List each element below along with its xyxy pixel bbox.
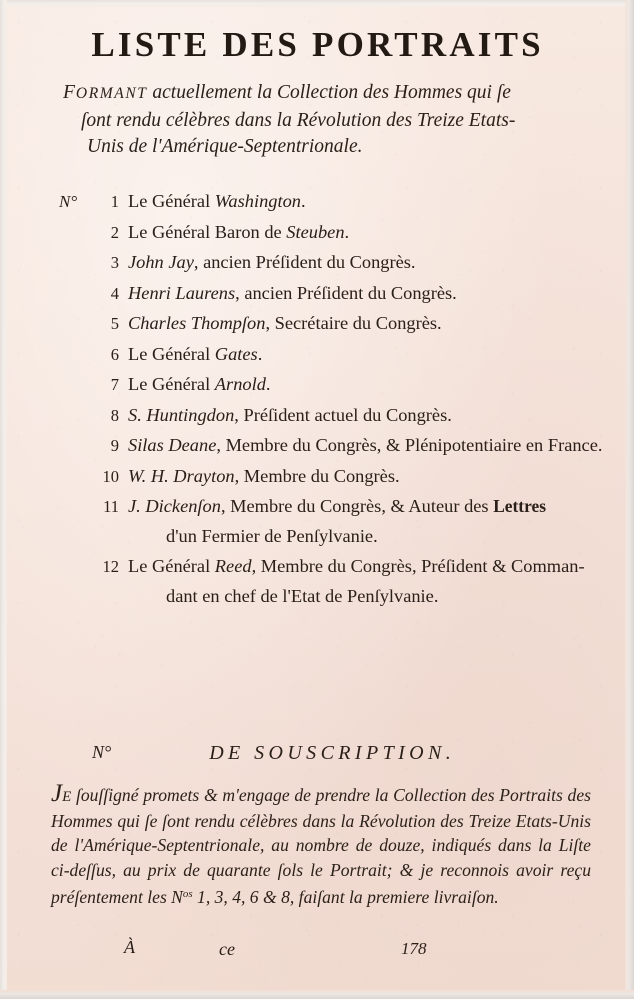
list-item-number: 4 (110, 283, 119, 303)
subscription-dropcap: J (51, 780, 63, 807)
list-item-number: 7 (110, 375, 119, 394)
subtitle-line-1-rest: actuellement la Collection des Hommes qui ſe (147, 82, 511, 103)
signature-year-prefix[interactable]: 178 (401, 939, 427, 958)
subscription-body (51, 780, 591, 909)
list-item (59, 191, 615, 212)
signature-date-label[interactable]: ce (219, 939, 235, 959)
signature-place-label[interactable]: À (124, 937, 135, 957)
subtitle-line-3: Unis de l'Amérique-Septentrionale. (87, 136, 363, 157)
list-item (59, 435, 615, 456)
list-item-name: Steuben (286, 221, 345, 242)
list-item-entry (128, 252, 615, 273)
list-item-description: , Membre du Congrès. (234, 465, 400, 486)
list-item-number: 2 (110, 222, 119, 242)
list-item-entry (128, 496, 615, 517)
list-item-description: . (257, 343, 263, 364)
list-item-number: 6 (110, 344, 119, 364)
subscription-nos-superscript: os (182, 887, 193, 900)
subscription-body-text: ſouſſigné promets & m'engage de prendre la Collection des Portraits des Hommes qui ſe ſont rendu célèbres dans la Révolution des Treize Etats-Unis de l'Amérique-Septentrionale, au nombre de douze, indiqués dans la Liſte ci-deſſus, au prix de quarante ſols le Portrait; & je reconnois avoir reçu préſentement les N (51, 785, 591, 907)
list-item-name: Washington (214, 191, 301, 211)
list-item-entry (128, 405, 615, 426)
list-item-name: Reed (214, 556, 252, 576)
mat-border-bottom (0, 990, 634, 999)
list-item-entry (128, 191, 615, 212)
list-item-name: Arnold (214, 374, 266, 394)
list-item (59, 466, 615, 487)
mat-border-left (0, 0, 7, 999)
mat-border-top (0, 0, 634, 7)
list-item-continuation: dant en chef de l'Etat de Penſylvanie. (166, 585, 439, 606)
list-item-entry (128, 222, 615, 243)
subtitle-lead-caps: FORMANT (63, 82, 148, 103)
list-item-number: 11 (103, 497, 119, 516)
list-item-entry (128, 344, 615, 365)
list-item-entry (128, 313, 615, 334)
list-item-prefix: Le Général (128, 556, 215, 576)
list-item-continuation: d'un Fermier de Penſylvanie. (166, 525, 378, 546)
list-item-prefix: Le Général Baron de (128, 221, 287, 242)
list-item-entry (128, 283, 615, 304)
list-item-description: , Secrétaire du Congrès. (265, 313, 442, 333)
list-item (59, 252, 615, 273)
document-content (7, 7, 625, 990)
subscription-number-label: N° (92, 742, 112, 762)
list-item-name: Gates (214, 343, 258, 364)
list-item-number: 3 (110, 253, 119, 272)
list-item-number: 9 (110, 436, 119, 455)
list-item-entry (128, 374, 615, 395)
list-item-prefix: Le Général (128, 191, 215, 211)
list-item (59, 222, 615, 243)
list-item (59, 313, 615, 334)
subscription-heading: DE SOUSCRIPTION. (209, 742, 456, 764)
list-item-entry (128, 556, 615, 577)
subtitle-line-1 (55, 80, 595, 108)
subscription-heading-row (7, 742, 625, 768)
list-item-description: , Préſident actuel du Congrès. (234, 404, 452, 425)
list-item-name: Silas Deane (128, 435, 217, 455)
list-item-description: , ancien Préſident du Congrès. (235, 282, 457, 303)
list-item-number: 5 (110, 314, 119, 333)
list-item-name: J. Dickenſon (128, 496, 221, 516)
list-item-description: . (265, 374, 271, 394)
list-item-number: 8 (110, 405, 119, 425)
list-item-description: , Membre du Congrès, & Plénipotentiaire en France. (216, 435, 603, 455)
signature-line (51, 937, 591, 961)
list-item-number: 12 (102, 557, 119, 576)
list-item (59, 556, 615, 577)
list-item-number: 1 (110, 192, 119, 211)
subtitle-line-2: ſont rendu célèbres dans la Révolution des Treize Etats- (81, 109, 516, 131)
mat-border-right (625, 0, 634, 999)
list-item-emphasis: Lettres (493, 496, 546, 516)
page-title: LISTE DES PORTRAITS (91, 25, 544, 64)
list-item-description: . (300, 191, 306, 211)
list-item-prefix: Le Général (128, 343, 215, 364)
portrait-list (59, 191, 615, 616)
list-item (59, 283, 615, 304)
list-item-entry (128, 435, 615, 456)
subscription-body-text-end: 1, 3, 4, 6 & 8, faiſant la premiere livraiſon. (192, 886, 499, 907)
list-item-name: Henri Laurens (128, 282, 236, 303)
list-item (59, 496, 615, 517)
list-item-description: . (344, 221, 350, 242)
list-item-name: John Jay (128, 252, 194, 272)
list-item (59, 344, 615, 365)
subscription-lead-e: E (62, 789, 72, 805)
list-item-entry (128, 466, 615, 487)
list-item-prefix: Le Général (128, 374, 215, 394)
list-item-number: 10 (102, 466, 119, 486)
subtitle-block (55, 80, 595, 161)
list-item-description: , ancien Préſident du Congrès. (193, 252, 416, 272)
list-item-name: S. Huntingdon (128, 404, 235, 425)
list-number-column-label: N° (59, 192, 78, 211)
list-item-description: , Membre du Congrès, & Auteur des (220, 496, 494, 516)
list-item (59, 374, 615, 395)
list-item-name: W. H. Drayton (128, 465, 235, 486)
list-item (59, 405, 615, 426)
list-item-description: , Membre du Congrès, Préſident & Comman- (251, 556, 585, 576)
list-item-name: Charles Thompſon (128, 313, 266, 333)
